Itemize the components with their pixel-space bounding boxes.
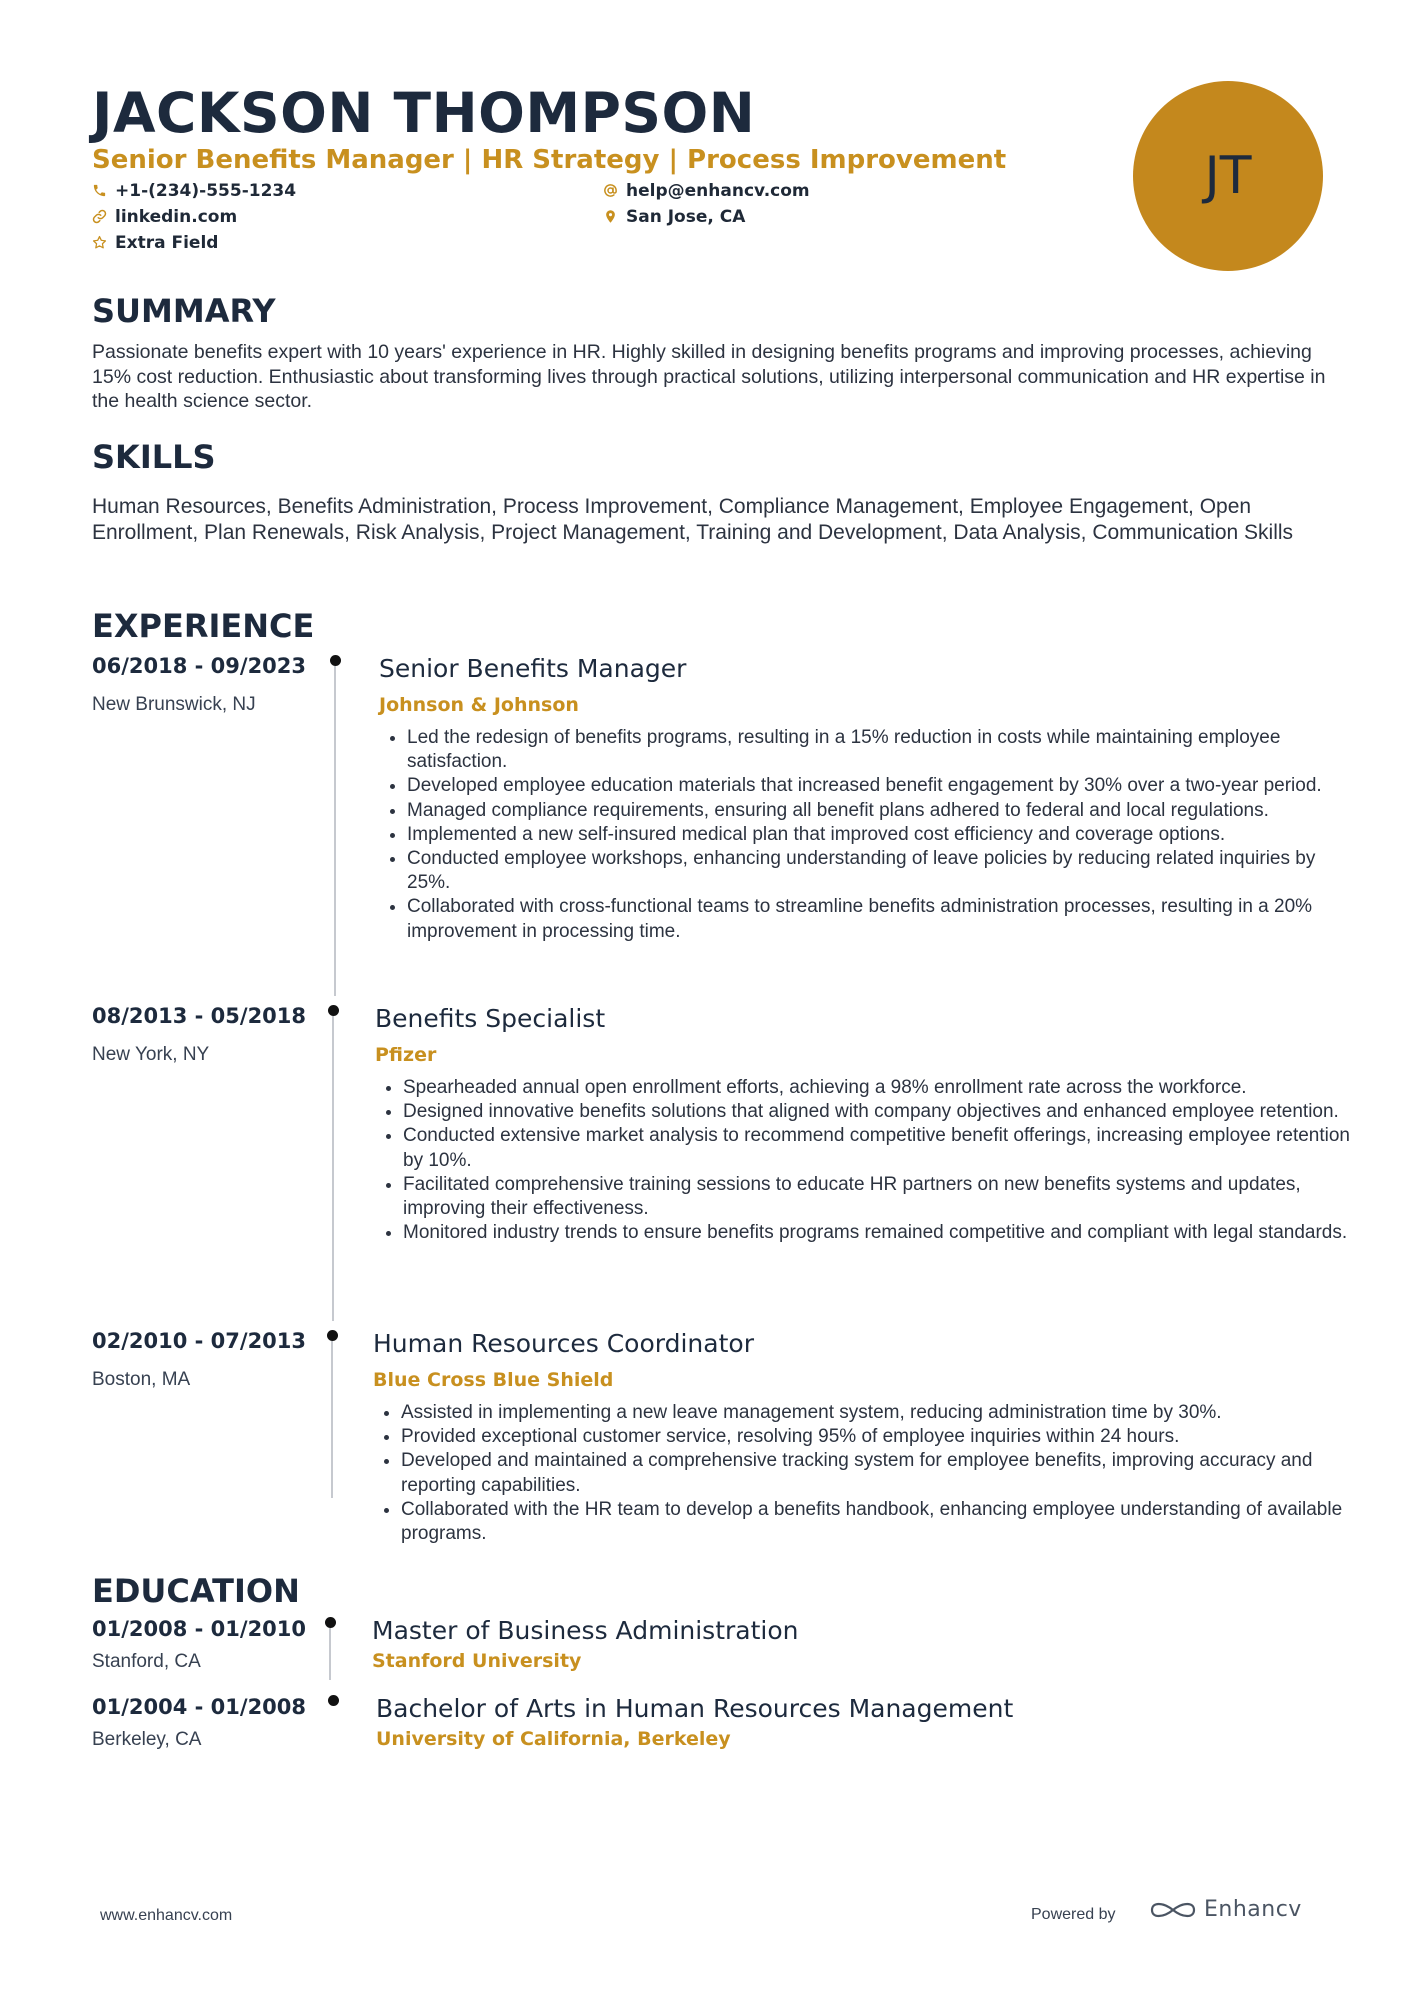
bullet-item: • Spearheaded annual open enrollment efforts, achieving a 98% enrollment rate across the workforce.	[403, 1076, 1358, 1100]
bullet-item: • Managed compliance requirements, ensuring all benefit plans adhered to federal and local regulations.	[407, 799, 1362, 823]
timeline-line	[332, 1016, 334, 1321]
bullet-item: • Designed innovative benefits solutions that aligned with company objectives and enhanced employee retention.	[403, 1100, 1358, 1124]
experience-location: Boston, MA	[92, 1369, 191, 1390]
experience-location: New York, NY	[92, 1044, 210, 1065]
link-icon	[92, 209, 107, 224]
bullet-item: • Assisted in implementing a new leave management system, reducing administration time by 30%.	[401, 1401, 1356, 1425]
timeline-line	[331, 1341, 333, 1498]
experience-role: Human Resources Coordinator	[373, 1329, 754, 1358]
skills-heading: SKILLS	[92, 438, 216, 476]
experience-dates: 06/2018 - 09/2023	[92, 654, 307, 678]
phone-text: +1-(234)-555-1234	[115, 181, 297, 201]
contact-phone[interactable]	[92, 179, 296, 203]
experience-company: Pfizer	[375, 1044, 437, 1066]
location-text: San Jose, CA	[626, 207, 746, 227]
bullet-item: • Conducted extensive market analysis to recommend competitive benefit offerings, increasing employee retention by 10%.	[403, 1124, 1358, 1172]
summary-text: Passionate benefits expert with 10 years' experience in HR. Highly skilled in designing benefits programs and improving processes, achieving 15% cost reduction. Enthusiastic about transforming lives through practical solutions, utilizing interpersonal communication and HR expertise in the health science sector.	[92, 341, 1326, 412]
experience-location: New Brunswick, NJ	[92, 694, 256, 715]
experience-role: Benefits Specialist	[375, 1004, 606, 1033]
experience-bullets	[379, 726, 1362, 944]
experience-role: Senior Benefits Manager	[379, 654, 687, 683]
bullet-item: • Facilitated comprehensive training sessions to educate HR partners on new benefits systems and updates, improving their effectiveness.	[403, 1173, 1358, 1221]
experience-bullets	[375, 1076, 1358, 1245]
bullet-item: • Collaborated with cross-functional teams to streamline benefits administration processes, resulting in a 20% improvement in processing time.	[407, 895, 1362, 943]
bullet-item: • Conducted employee workshops, enhancing understanding of leave policies by reducing related inquiries by 25%.	[407, 847, 1362, 895]
education-heading: EDUCATION	[92, 1572, 300, 1610]
timeline-dot	[325, 1617, 336, 1628]
contact-email[interactable]	[603, 179, 810, 203]
education-dates: 01/2004 - 01/2008	[92, 1695, 307, 1719]
extra-text: Extra Field	[115, 233, 219, 253]
star-icon	[92, 235, 107, 250]
avatar	[1133, 81, 1323, 271]
education-school: Stanford University	[372, 1650, 582, 1672]
contact-location	[603, 205, 745, 229]
phone-icon	[92, 183, 107, 198]
experience-company: Blue Cross Blue Shield	[373, 1369, 614, 1391]
linkedin-text: linkedin.com	[115, 207, 238, 227]
education-degree: Master of Business Administration	[372, 1616, 799, 1645]
footer-url[interactable]: www.enhancv.com	[100, 1907, 233, 1924]
bullet-item: • Collaborated with the HR team to develop a benefits handbook, enhancing employee understanding of available programs.	[401, 1498, 1356, 1546]
powered-by-label: Powered by	[1031, 1906, 1116, 1923]
timeline-dot	[328, 1005, 339, 1016]
email-text: help@enhancv.com	[626, 181, 810, 201]
contact-linkedin[interactable]	[92, 205, 237, 229]
education-location: Berkeley, CA	[92, 1729, 202, 1750]
experience-dates: 08/2013 - 05/2018	[92, 1004, 307, 1028]
timeline-dot	[330, 655, 341, 666]
experience-dates: 02/2010 - 07/2013	[92, 1329, 307, 1353]
experience-heading: EXPERIENCE	[92, 607, 315, 645]
timeline-line	[334, 666, 336, 996]
timeline-line	[329, 1628, 331, 1680]
bullet-item: • Monitored industry trends to ensure benefits programs remained competitive and compliant with legal standards.	[403, 1221, 1358, 1245]
headline: Senior Benefits Manager | HR Strategy | Process Improvement	[92, 145, 1007, 175]
enhancv-logo-icon	[1150, 1898, 1196, 1922]
at-icon	[603, 183, 618, 198]
contact-extra	[92, 231, 218, 255]
bullet-item: • Provided exceptional customer service, resolving 95% of employee inquiries within 24 hours.	[401, 1425, 1356, 1449]
education-school: University of California, Berkeley	[376, 1728, 731, 1750]
timeline-dot	[328, 1695, 339, 1706]
candidate-name: JACKSON THOMPSON	[92, 81, 756, 145]
bullet-item: • Led the redesign of benefits programs, resulting in a 15% reduction in costs while maintaining employee satisfaction.	[407, 726, 1362, 774]
enhancv-brand-text: Enhancv	[1204, 1897, 1302, 1922]
skills-text: Human Resources, Benefits Administration, Process Improvement, Compliance Management, Employee Engagement, Open Enrollment, Plan Renewals, Risk Analysis, Project Management, Training and Development, Data Analysis, Communication Skills	[92, 495, 1294, 544]
experience-bullets	[373, 1401, 1356, 1546]
bullet-item: • Developed and maintained a comprehensive tracking system for employee benefits, improving accuracy and reporting capabilities.	[401, 1449, 1356, 1497]
experience-company: Johnson & Johnson	[379, 694, 579, 716]
bullet-item: • Developed employee education materials that increased benefit engagement by 30% over a two-year period.	[407, 774, 1362, 798]
location-pin-icon	[603, 209, 618, 224]
enhancv-logo[interactable]	[1150, 1897, 1302, 1922]
education-dates: 01/2008 - 01/2010	[92, 1617, 307, 1641]
summary-heading: SUMMARY	[92, 292, 276, 330]
education-location: Stanford, CA	[92, 1651, 201, 1672]
education-degree: Bachelor of Arts in Human Resources Management	[376, 1694, 1014, 1723]
timeline-dot	[327, 1330, 338, 1341]
avatar-initials: JT	[1204, 146, 1252, 206]
bullet-item: • Implemented a new self-insured medical plan that improved cost efficiency and coverage options.	[407, 823, 1362, 847]
